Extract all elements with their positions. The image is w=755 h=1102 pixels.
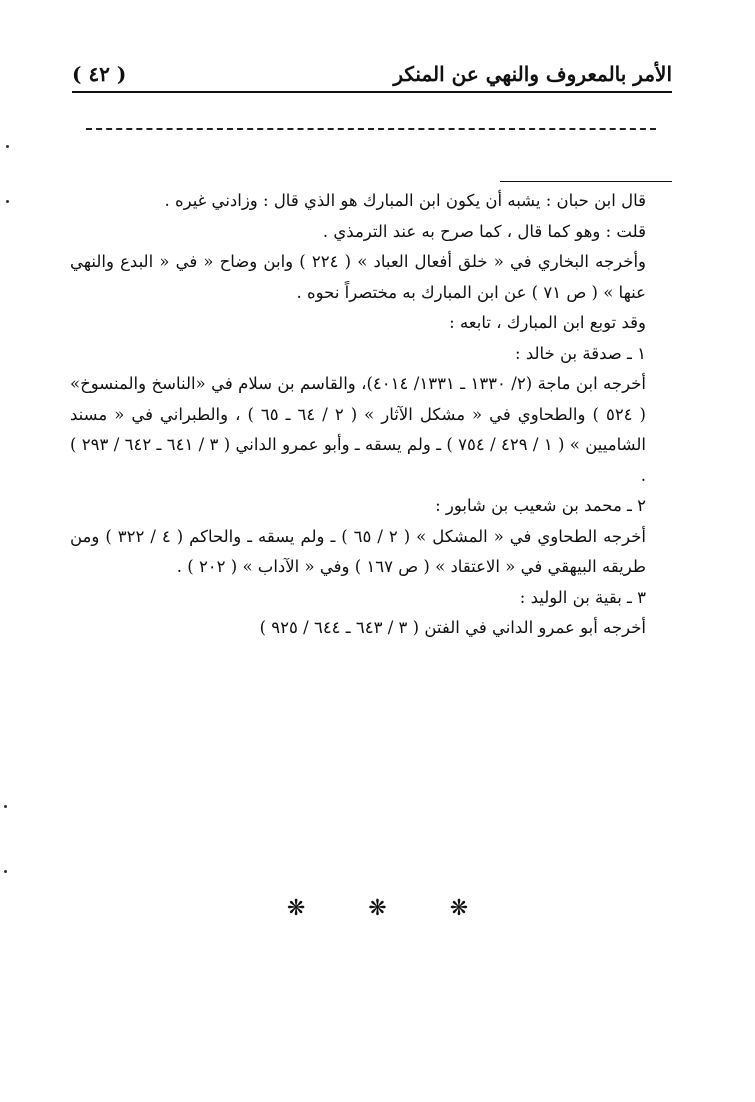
item-heading-2: ٢ ـ محمد بن شعيب بن شابور : — [435, 496, 646, 515]
paragraph-qultu: قلت : وهو كما قال ، كما صرح به عند الترمذي . — [322, 221, 646, 241]
paragraph-item-1: أخرجه ابن ماجة (٢/ ١٣٣٠ ـ ١٣٣١/ ٤٠١٤)، والقاسم بن سلام في «الناسخ والمنسوخ» ( ٥٢٤ ) والطحاوي في « مشكل الآثار » ( ٢ / ٦٤ ـ ٦٥ ) ، والطبراني في « مسند الشاميين » ( ١ / ٤٢٩ / ٧٥٤ ) ـ ولم يسقه ـ وأبو عمرو الداني ( ٣ / ٦٤١ ـ ٦٤٢ / ٢٩٣ ) . — [70, 374, 646, 485]
running-title: الأمر بالمعروف والنهي عن المنكر — [393, 62, 672, 86]
page-header — [72, 58, 672, 92]
scan-speck — [4, 805, 7, 808]
page-number: ( ٤٢ ) — [72, 62, 127, 86]
paragraph-item-2: أخرجه الطحاوي في « المشكل » ( ٢ / ٦٥ ) ـ ولم يسقه ـ والحاكم ( ٤ / ٣٢٢ ) ومن طريقه البيهقي في « الاعتقاد » ( ص ١٦٧ ) وفي « الآداب » ( ٢٠٢ ) . — [70, 526, 647, 576]
paragraph-item-3: أخرجه أبو عمرو الداني في الفتن ( ٣ / ٦٤٣ ـ ٦٤٤ / ٩٢٥ ) — [259, 618, 646, 637]
item-heading-1: ١ ـ صدقة بن خالد : — [515, 343, 646, 363]
scan-speck — [4, 870, 7, 873]
header-rule — [72, 91, 672, 93]
paragraph-bukhari: وأخرجه البخاري في « خلق أفعال العباد » ( ٢٢٤ ) وابن وضاح « في « البدع والنهي عنها » ( ص ٧١ ) عن ابن المبارك به مختصراً نحوه . — [70, 252, 646, 302]
item-heading-3: ٣ ـ بقية بن الوليد : — [519, 587, 646, 607]
footnote-rule — [500, 181, 672, 182]
paragraph-ibn-hibban: قال ابن حبان : يشبه أن يكون ابن المبارك هو الذي قال : وزادني غيره . — [164, 191, 646, 210]
paragraph-tubia: وقد توبع ابن المبارك ، تابعه : — [449, 313, 646, 332]
scan-speck — [6, 145, 9, 148]
section-ornament: ❋ ❋ ❋ — [286, 896, 497, 921]
footnote-text — [70, 186, 646, 644]
scan-speck — [6, 200, 9, 203]
dashed-separator — [86, 128, 656, 130]
